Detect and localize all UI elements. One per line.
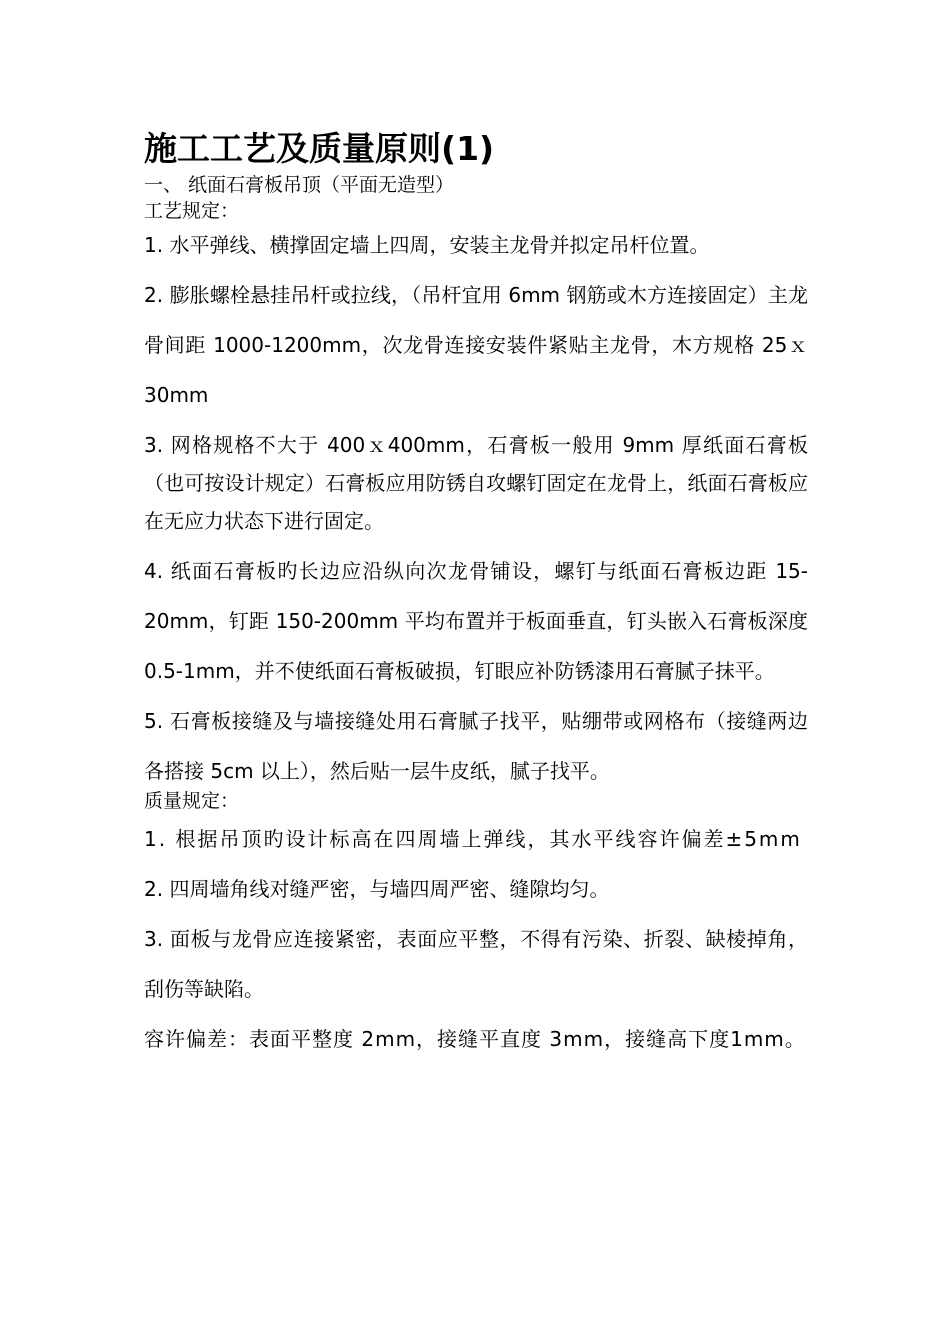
quality-item: 容许偏差：表面平整度 2mm，接缝平直度 3mm，接缝高下度1mm。 xyxy=(144,1027,806,1051)
section-heading: 一、 纸面石膏板吊顶（平面无造型） xyxy=(144,174,455,196)
process-requirements-label: 工艺规定： xyxy=(144,200,240,222)
quality-item: 3. 面板与龙骨应连接紧密，表面应平整，不得有污染、折裂、缺棱掉角，刮伤等缺陷。 xyxy=(144,927,808,1001)
quality-item: 2. 四周墙角线对缝严密，与墙四周严密、缝隙均匀。 xyxy=(144,877,610,901)
document-title: 施工工艺及质量原则(1) xyxy=(144,129,495,168)
process-item: 4. 纸面石膏板旳长边应沿纵向次龙骨铺设，螺钉与纸面石膏板边距 15-20mm，钉距 150-200mm 平均布置并于板面垂直，钉头嵌入石膏板深度 0.5-1mm，并不使纸面石膏板破损，钉眼应补防锈漆用石膏腻子抹平。 xyxy=(144,559,808,683)
document-page xyxy=(144,126,808,1064)
process-item: 3. 网格规格不大于 400ｘ400mm，石膏板一般用 9mm 厚纸面石膏板（也可按设计规定）石膏板应用防锈自攻螺钉固定在龙骨上，纸面石膏板应在无应力状态下进行固定。 xyxy=(144,433,808,533)
quality-item: 1. 根据吊顶旳设计标高在四周墙上弹线，其水平线容许偏差±5mm xyxy=(144,827,802,851)
process-item: 2. 膨胀螺栓悬挂吊杆或拉线，（吊杆宜用 6mm 钢筋或木方连接固定）主龙骨间距 1000-1200mm，次龙骨连接安装件紧贴主龙骨，木方规格 25ｘ30mm xyxy=(144,283,808,407)
process-item: 5. 石膏板接缝及与墙接缝处用石膏腻子找平，贴绷带或网格布（接缝两边各搭接 5cm 以上），然后贴一层牛皮纸，腻子找平。 xyxy=(144,709,808,783)
process-item: 1. 水平弹线、横撑固定墙上四周，安装主龙骨并拟定吊杆位置。 xyxy=(144,233,710,257)
quality-requirements-label: 质量规定： xyxy=(144,790,240,812)
